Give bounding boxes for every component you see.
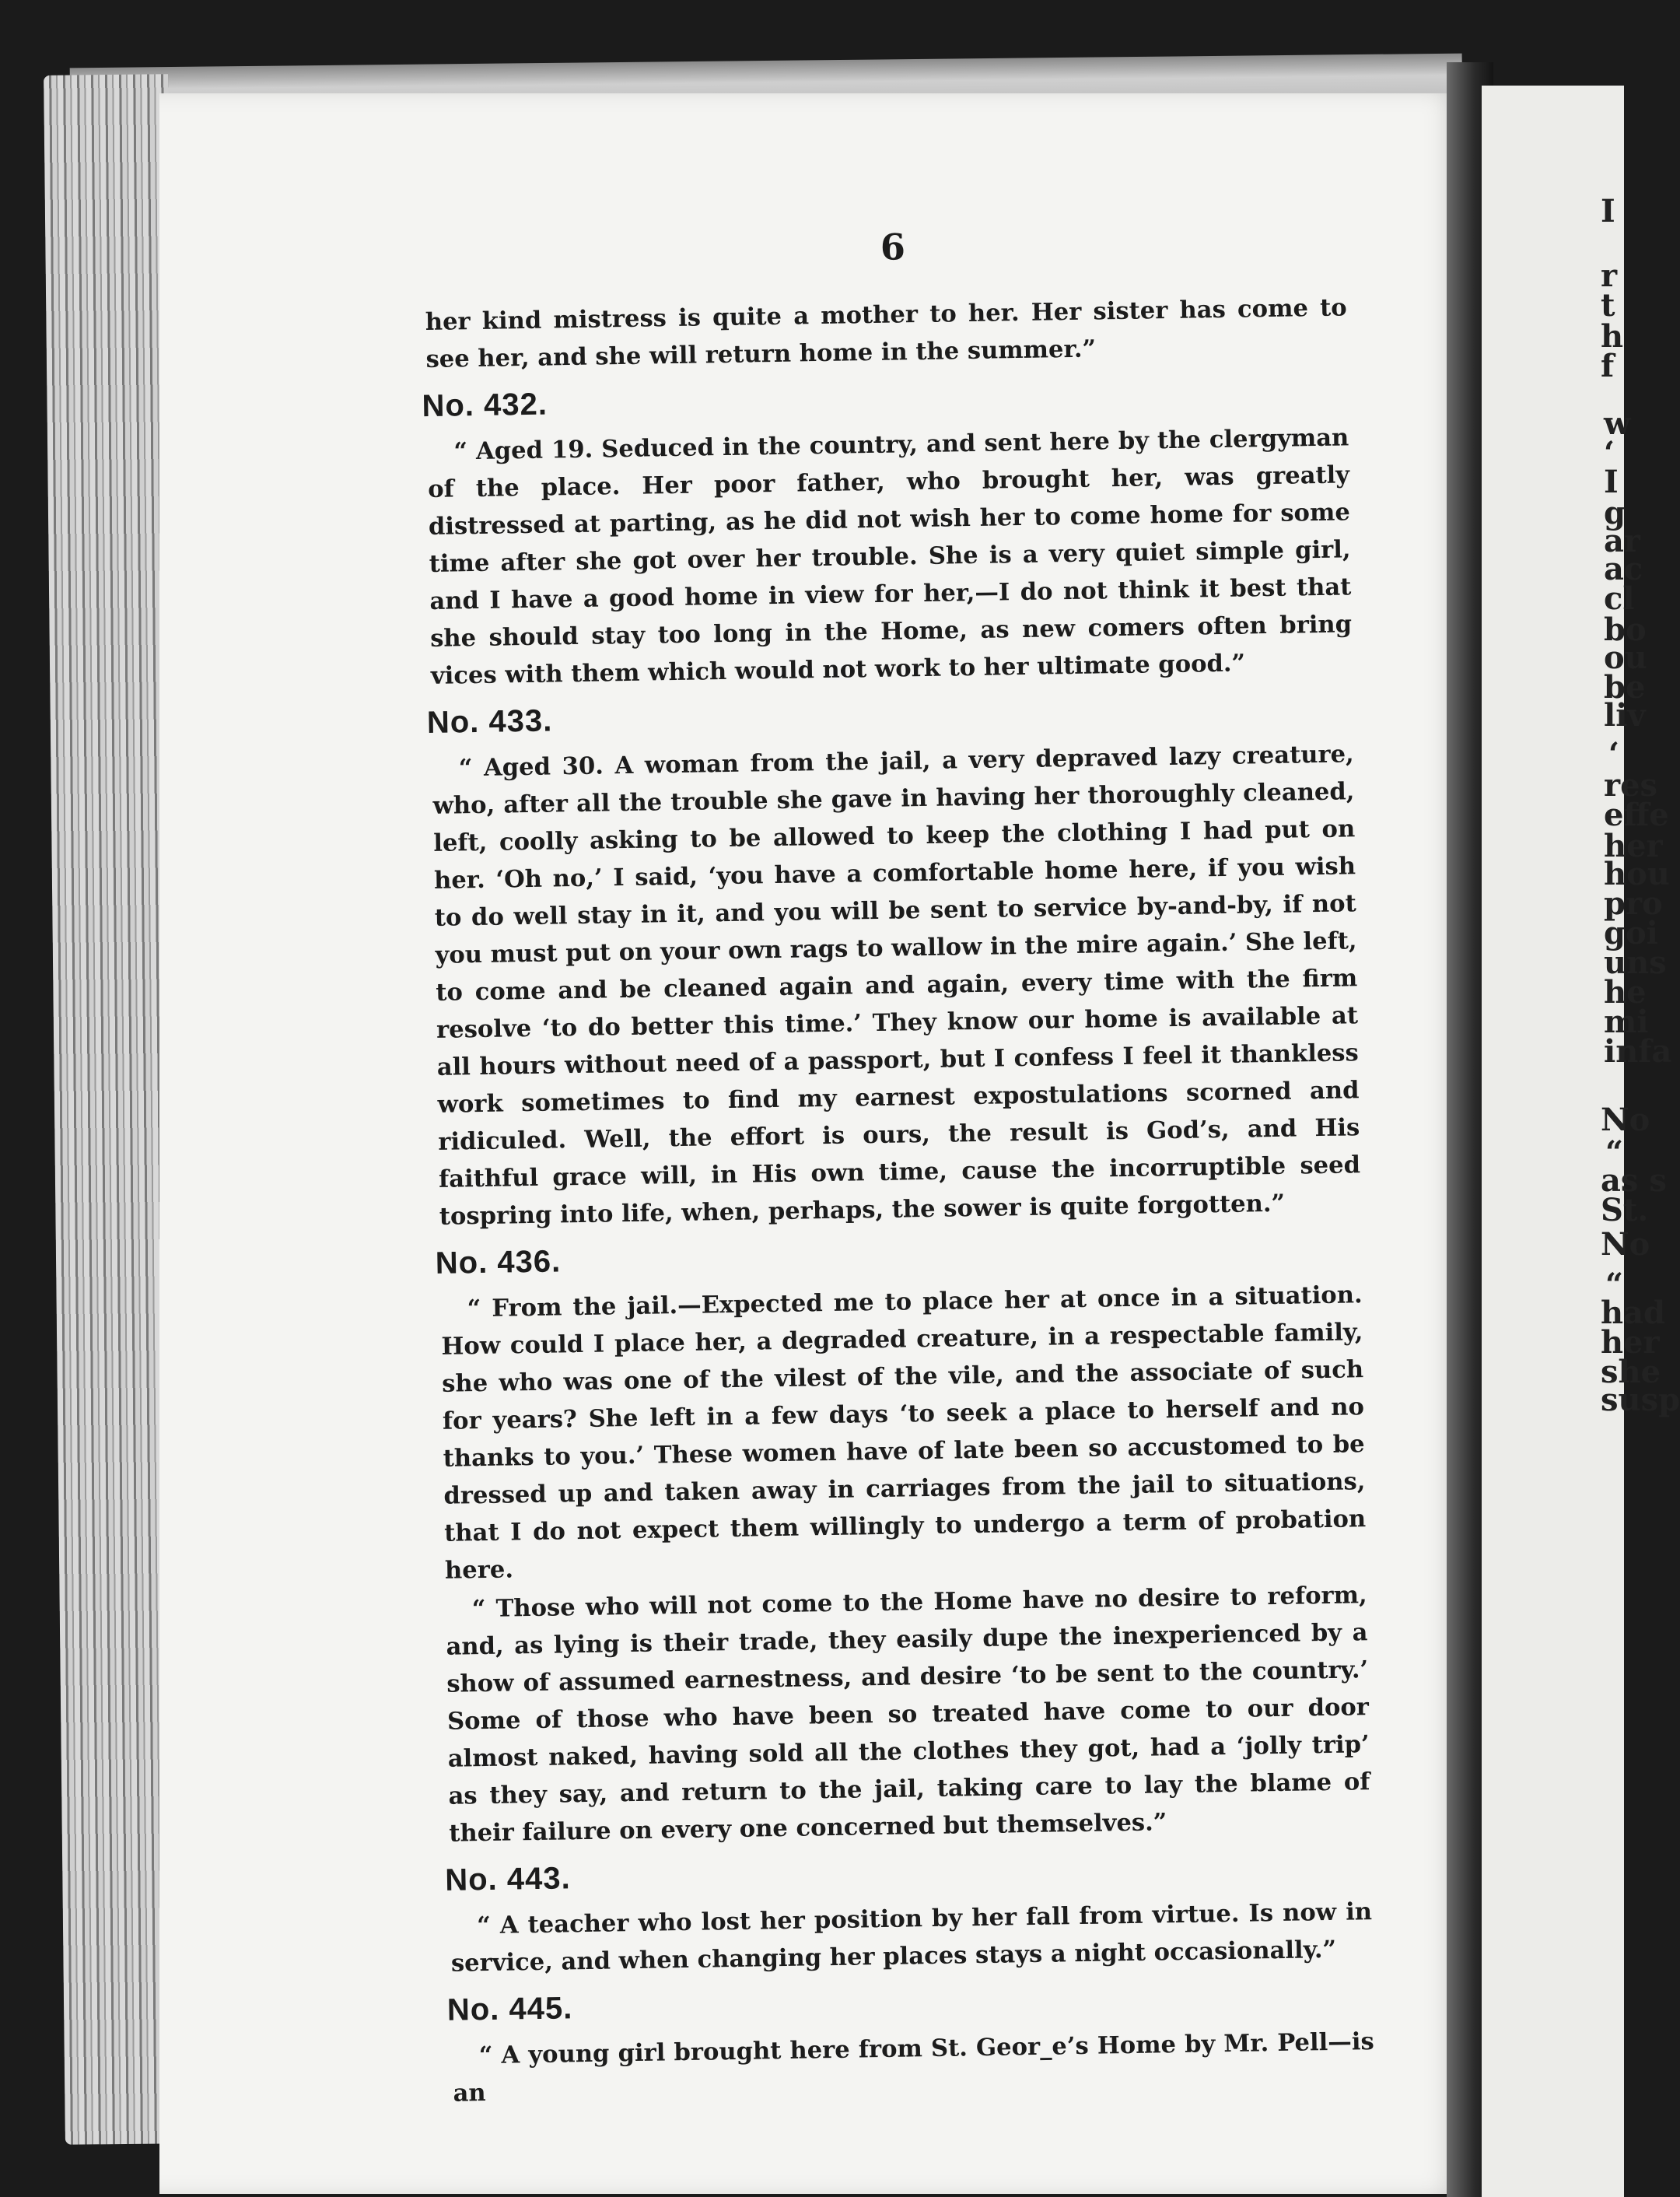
facing-page-fragment: g bbox=[1604, 495, 1626, 531]
facing-page-fragment: ‘ bbox=[1608, 736, 1619, 773]
entry-paragraph: “ A teacher who lost her position by her fall from virtue. Is now in service, and when changing her places stays a night occasionally.” bbox=[450, 1897, 1373, 1978]
facing-page-text bbox=[1598, 0, 1680, 1789]
facing-page-fragment: be bbox=[1604, 669, 1646, 706]
facing-page-fragment: had bbox=[1601, 1295, 1665, 1331]
facing-page-fragment: ou bbox=[1604, 639, 1647, 676]
facing-page-fragment: infa bbox=[1604, 1033, 1672, 1070]
facing-page-fragment: I bbox=[1601, 193, 1615, 230]
facing-page-fragment: res bbox=[1604, 767, 1658, 804]
facing-page-fragment: r bbox=[1601, 258, 1618, 294]
facing-page-fragment: uns bbox=[1604, 944, 1667, 981]
facing-page-fragment: t bbox=[1601, 287, 1615, 324]
facing-page-fragment: “ bbox=[1605, 1267, 1624, 1303]
entry-paragraph: “ From the jail.—Expected me to place her at once in a situation. How could I place her, a degraded creature, in a respectable family, she who was one of the vilest of the vile, and the associate of such for years? She left in a few days ‘to seek a place to herself and no thanks to you.’ These women have of late been so accustomed to be dressed up and taken away in carriages from the jail to situations, that I do not expect them willingly to undergo a term of probation here. bbox=[441, 1281, 1367, 1585]
facing-page-fragment: ‘ bbox=[1604, 435, 1615, 471]
facing-page-fragment: goi bbox=[1604, 915, 1658, 951]
facing-page-fragment: No bbox=[1601, 1102, 1650, 1138]
entry-heading: No. 432. bbox=[422, 387, 548, 424]
facing-page-fragment: effe bbox=[1604, 797, 1669, 833]
facing-page-fragment: hou bbox=[1604, 856, 1670, 892]
facing-page-fragment: susp bbox=[1601, 1382, 1680, 1418]
entry-paragraph: “ Aged 30. A woman from the jail, a very depraved lazy creature, who, after all the trouble she gave in having her thoroughly cleaned, left, coolly asking to be allowed to keep the clothing I had put on her. ‘Oh no,’ I said, ‘you have a comfortable home here, if you wish to do well stay in it, and you will be sent to service by-and-by, if not you must put on your own rags to wallow in the mire again.’ She left, to come and be cleaned again and again, every time with the firm resolve ‘to do better this time.’ They know our home is available at all hours without need of a passport, but I confess I feel it thankless work sometimes to find my earnest expostulations scorned and ridiculed. Well, the effort is ours, the result is God’s, and His faithful grace will, in His own time, cause the incorruptible seed tospring into life, when, perhaps, the sower is quite forgotten.” bbox=[432, 740, 1361, 1231]
facing-page-fragment: ar bbox=[1604, 523, 1640, 559]
facing-page-fragment: No bbox=[1601, 1226, 1650, 1263]
facing-page-fragment: bo bbox=[1604, 611, 1647, 648]
facing-page-fragment: “ bbox=[1605, 1134, 1624, 1171]
entry-heading: No. 436. bbox=[435, 1244, 562, 1281]
facing-page-fragment: she bbox=[1601, 1354, 1661, 1390]
page-number: 6 bbox=[880, 226, 906, 268]
facing-page-fragment: liv bbox=[1604, 697, 1646, 734]
entries-list bbox=[422, 374, 1375, 2111]
facing-page-fragment: cl bbox=[1604, 580, 1635, 617]
opening-lines: her kind mistress is quite a mother to her. Her sister has come to see her, and she will return home in the summer.” bbox=[425, 293, 1347, 373]
facing-page-fragment: I bbox=[1604, 464, 1619, 500]
facing-page-fragment: as s bbox=[1601, 1162, 1667, 1199]
entry-heading: No. 445. bbox=[446, 1991, 573, 2027]
facing-page-fragment: w bbox=[1604, 405, 1631, 442]
facing-page-fragment: ac bbox=[1604, 551, 1643, 587]
facing-page-fragment: pro bbox=[1604, 885, 1663, 922]
entry-paragraph: “ Aged 19. Seduced in the country, and sent here by the clergyman of the place. Her poor father, who brought her, was greatly distressed at parting, as he did not wish her to come home for some time after she got over her trouble. She is a very quiet simple girl, and I have a good home in view for her,—I do not think it best that she should stay too long in the Home, as new comers often bring vices with them which would not work to her ultimate good.” bbox=[427, 423, 1353, 690]
facing-page-fragment: her bbox=[1601, 1324, 1660, 1361]
facing-page-fragment: h bbox=[1601, 318, 1624, 355]
facing-page-fragment: f bbox=[1601, 348, 1615, 384]
facing-page-fragment: her bbox=[1604, 828, 1663, 864]
facing-page-fragment: he bbox=[1604, 974, 1647, 1011]
entry-heading: No. 433. bbox=[426, 703, 553, 741]
entry-paragraph: “ Those who will not come to the Home have no desire to reform, and, as lying is their trade, they easily dupe the inexperienced by a show of assumed earnestness, and desire ‘to be sent to the country.’ Some of those who have been so treated have come to our door almost naked, having sold all the clothes they got, had a ‘jolly trip’ as they say, and return to the jail, taking care to lay the blame of their failure on every one concerned but themselves.” bbox=[446, 1581, 1370, 1848]
entry-paragraph: “ A young girl brought here from St. Geor_e’s Home by Mr. Pell—is an bbox=[453, 2027, 1374, 2108]
facing-page-fragment: St. bbox=[1601, 1192, 1649, 1228]
facing-page-fragment: mi bbox=[1604, 1004, 1649, 1040]
page-text-block bbox=[424, 219, 1375, 2111]
entry-heading: No. 443. bbox=[444, 1861, 571, 1897]
